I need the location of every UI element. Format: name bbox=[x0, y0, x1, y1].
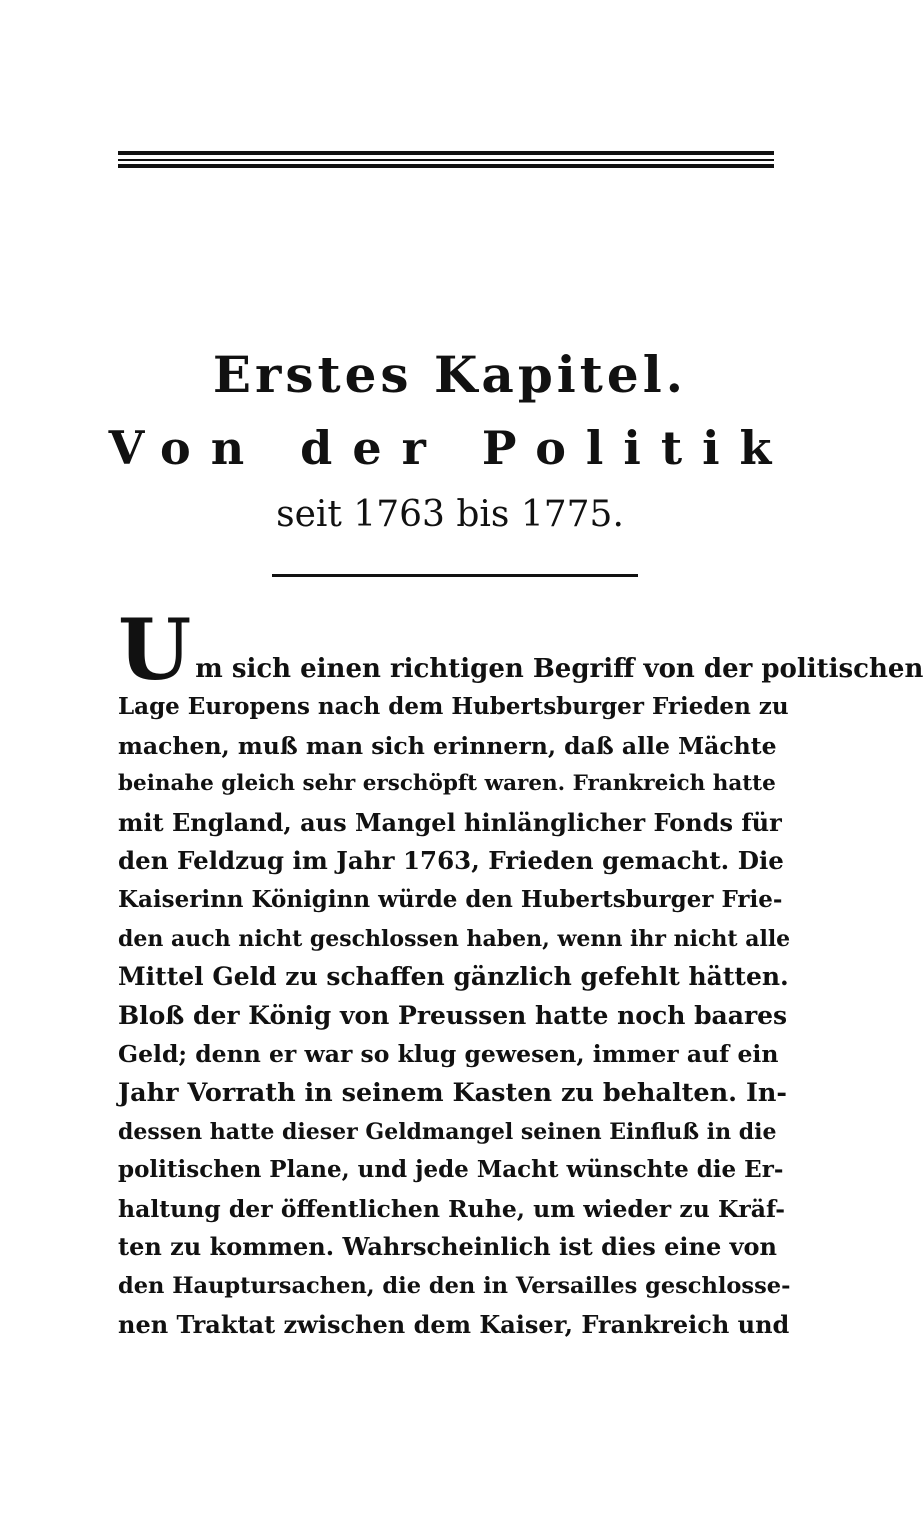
text-line: Jahr Vorrath in seinem Kasten zu behalten. In- bbox=[118, 1077, 787, 1108]
text-line: haltung der öffentlichen Ruhe, um wieder zu Kräf- bbox=[118, 1194, 786, 1223]
body-paragraph bbox=[118, 600, 923, 1344]
section-divider bbox=[272, 574, 638, 577]
top-rule-thick-upper bbox=[118, 151, 774, 155]
text-line: den Hauptursachen, die den in Versailles geschlosse- bbox=[118, 1272, 791, 1299]
text-line: nen Traktat zwischen dem Kaiser, Frankreich und bbox=[118, 1309, 790, 1339]
text-line: Kaiserinn Königinn würde den Hubertsburger Frie- bbox=[118, 885, 783, 913]
text-line: machen, muß man sich erinnern, daß alle Mächte bbox=[118, 731, 777, 760]
text-line: mit England, aus Mangel hinlänglicher Fonds für bbox=[118, 807, 782, 837]
text-line-first bbox=[118, 600, 923, 699]
text-line: Geld; denn er war so klug gewesen, immer auf ein bbox=[118, 1040, 779, 1069]
text-line: ten zu kommen. Wahrscheinlich ist dies eine von bbox=[118, 1232, 777, 1262]
text-line: den Feldzug im Jahr 1763, Frieden gemacht. Die bbox=[118, 846, 784, 876]
text-line: m sich einen richtigen Begriff von der politischen bbox=[195, 654, 923, 684]
text-line: Mittel Geld zu schaffen gänzlich gefehlt hätten. bbox=[118, 962, 789, 992]
chapter-date-range: seit 1763 bis 1775. bbox=[276, 494, 624, 535]
text-line: politischen Plane, und jede Macht wünschte die Er- bbox=[118, 1156, 784, 1184]
top-rule-thick-lower bbox=[118, 164, 774, 168]
text-line: Bloß der König von Preussen hatte noch baares bbox=[118, 1000, 788, 1030]
text-line: dessen hatte dieser Geldmangel seinen Einfluß in die bbox=[118, 1118, 777, 1145]
text-line: den auch nicht geschlossen haben, wenn ihr nicht alle bbox=[118, 925, 791, 952]
top-rule-thin bbox=[118, 159, 774, 161]
chapter-subtitle: Von der Politik bbox=[108, 421, 792, 475]
chapter-title: Erstes Kapitel. bbox=[212, 345, 688, 404]
text-line: Lage Europens nach dem Hubertsburger Frieden zu bbox=[118, 693, 789, 720]
text-line: beinahe gleich sehr erschöpft waren. Frankreich hatte bbox=[118, 771, 776, 797]
drop-cap: U bbox=[118, 600, 192, 699]
